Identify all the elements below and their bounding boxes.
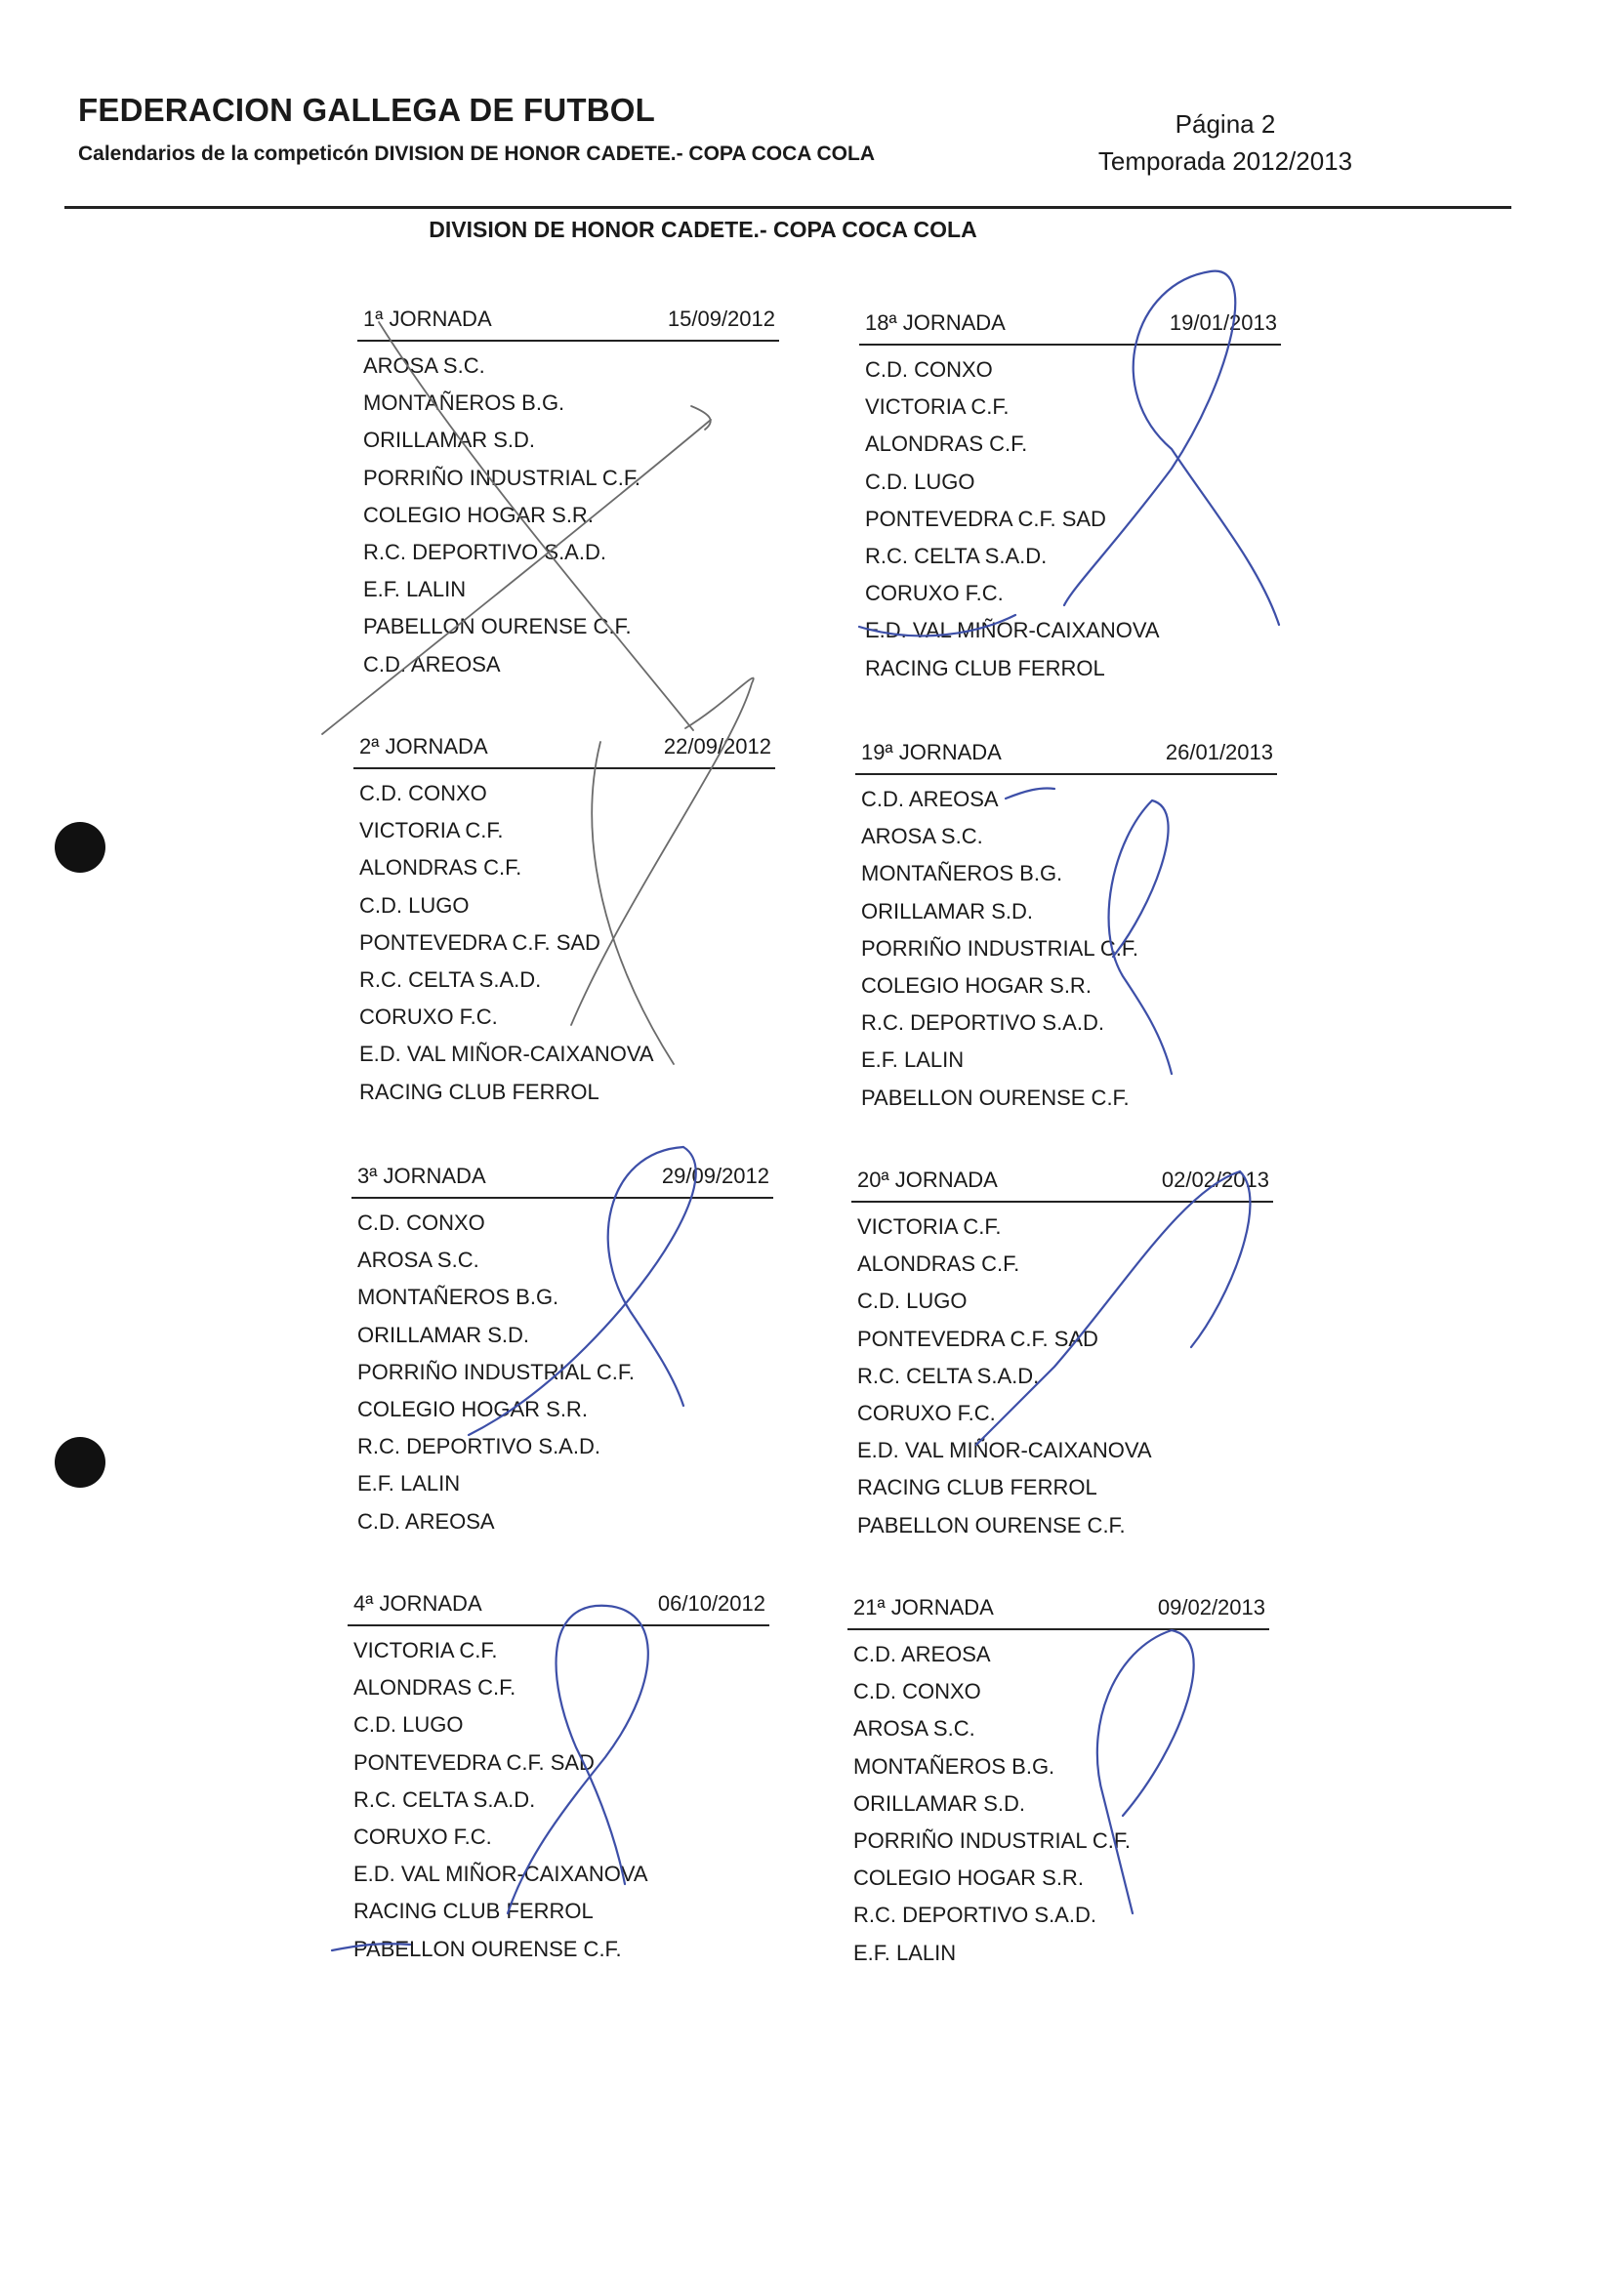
team-entry: E.D. VAL MIÑOR-CAIXANOVA — [857, 1438, 1152, 1463]
round-block — [351, 1158, 773, 1540]
team-entry: COLEGIO HOGAR S.R. — [861, 972, 1092, 998]
team-entry: MONTAÑEROS B.G. — [357, 1285, 559, 1310]
team-entry: PONTEVEDRA C.F. SAD — [865, 506, 1106, 531]
team-entry: CORUXO F.C. — [865, 581, 1004, 606]
team-entry: PONTEVEDRA C.F. SAD — [353, 1749, 595, 1775]
team-entry: PONTEVEDRA C.F. SAD — [857, 1326, 1098, 1351]
team-entry: PONTEVEDRA C.F. SAD — [359, 929, 600, 955]
team-entry: E.F. LALIN — [853, 1940, 957, 1965]
team-entry: COLEGIO HOGAR S.R. — [853, 1866, 1084, 1891]
team-list — [351, 1205, 773, 1540]
team-entry: COLEGIO HOGAR S.R. — [363, 502, 594, 527]
round-name: 4ª JORNADA — [353, 1591, 482, 1616]
team-entry: E.F. LALIN — [357, 1471, 461, 1496]
team-entry: CORUXO F.C. — [359, 1004, 498, 1030]
season-label: Temporada 2012/2013 — [1097, 146, 1353, 176]
round-divider — [351, 1197, 773, 1199]
team-entry: MONTAÑEROS B.G. — [853, 1753, 1055, 1779]
team-entry: R.C. CELTA S.A.D. — [359, 966, 542, 992]
round-divider — [859, 344, 1281, 346]
team-entry: RACING CLUB FERROL — [353, 1899, 594, 1924]
team-entry: RACING CLUB FERROL — [359, 1079, 599, 1104]
round-block — [353, 728, 775, 1111]
round-block — [859, 305, 1281, 687]
team-entry: C.D. AREOSA — [861, 787, 999, 811]
punch-hole-top — [55, 822, 105, 873]
round-name: 19ª JORNADA — [861, 740, 1002, 764]
team-entry: VICTORIA C.F. — [865, 394, 1010, 420]
team-entry: C.D. LUGO — [353, 1712, 464, 1738]
round-name: 2ª JORNADA — [359, 734, 488, 758]
round-divider — [847, 1628, 1269, 1630]
team-entry: ORILLAMAR S.D. — [853, 1790, 1026, 1816]
team-list — [859, 351, 1281, 687]
team-entry: CORUXO F.C. — [353, 1824, 492, 1849]
team-entry: ALONDRAS C.F. — [353, 1675, 516, 1701]
round-divider — [851, 1201, 1273, 1203]
team-entry: C.D. AREOSA — [357, 1508, 495, 1534]
team-entry: C.D. CONXO — [359, 781, 487, 805]
team-entry: R.C. DEPORTIVO S.A.D. — [357, 1434, 600, 1459]
round-date: 19/01/2013 — [1169, 310, 1277, 335]
team-entry: R.C. DEPORTIVO S.A.D. — [363, 539, 606, 564]
round-block — [357, 301, 779, 683]
round-name: 3ª JORNADA — [357, 1164, 486, 1188]
team-entry: ORILLAMAR S.D. — [357, 1322, 530, 1347]
team-entry: VICTORIA C.F. — [857, 1214, 1002, 1239]
team-list — [855, 781, 1277, 1117]
team-entry: VICTORIA C.F. — [359, 818, 504, 843]
team-entry: C.D. LUGO — [865, 469, 975, 494]
team-list — [357, 348, 779, 683]
team-entry: PABELLON OURENSE C.F. — [363, 614, 632, 639]
team-entry: CORUXO F.C. — [857, 1400, 996, 1425]
team-entry: RACING CLUB FERROL — [865, 655, 1105, 680]
team-entry: E.F. LALIN — [363, 577, 467, 602]
round-date: 02/02/2013 — [1161, 1168, 1269, 1192]
team-entry: ORILLAMAR S.D. — [861, 898, 1034, 923]
round-header — [851, 1162, 1273, 1199]
round-header — [353, 728, 775, 765]
round-divider — [353, 767, 775, 769]
team-entry: PABELLON OURENSE C.F. — [353, 1936, 622, 1961]
team-entry: AROSA S.C. — [363, 353, 485, 378]
team-entry: ALONDRAS C.F. — [359, 855, 522, 881]
team-entry: VICTORIA C.F. — [353, 1638, 498, 1662]
round-header — [859, 305, 1281, 342]
team-entry: PORRIÑO INDUSTRIAL C.F. — [357, 1359, 635, 1384]
round-name: 18ª JORNADA — [865, 310, 1006, 335]
team-entry: R.C. CELTA S.A.D. — [353, 1786, 536, 1812]
team-entry: PABELLON OURENSE C.F. — [857, 1512, 1126, 1538]
team-entry: ALONDRAS C.F. — [857, 1251, 1020, 1277]
round-block — [847, 1589, 1269, 1972]
team-entry: MONTAÑEROS B.G. — [363, 390, 565, 416]
federation-title: FEDERACION GALLEGA DE FUTBOL — [78, 92, 656, 128]
round-divider — [855, 773, 1277, 775]
competition-title: DIVISION DE HONOR CADETE.- COPA COCA COLA — [429, 217, 977, 242]
round-header — [855, 734, 1277, 771]
round-header — [348, 1585, 769, 1622]
team-entry: MONTAÑEROS B.G. — [861, 861, 1063, 886]
punch-hole-bottom — [55, 1437, 105, 1488]
team-entry: PABELLON OURENSE C.F. — [861, 1085, 1130, 1110]
team-entry: C.D. AREOSA — [363, 651, 501, 676]
team-entry: AROSA S.C. — [357, 1248, 479, 1273]
round-header — [847, 1589, 1269, 1626]
team-list — [851, 1209, 1273, 1544]
team-entry: C.D. CONXO — [357, 1210, 485, 1235]
team-entry: C.D. LUGO — [359, 892, 470, 918]
round-header — [357, 301, 779, 338]
round-name: 20ª JORNADA — [857, 1168, 998, 1192]
team-entry: ORILLAMAR S.D. — [363, 428, 536, 453]
team-entry: R.C. DEPORTIVO S.A.D. — [861, 1010, 1104, 1036]
team-entry: PORRIÑO INDUSTRIAL C.F. — [861, 935, 1138, 961]
round-header — [351, 1158, 773, 1195]
team-entry: C.D. LUGO — [857, 1289, 968, 1314]
team-entry: ALONDRAS C.F. — [865, 431, 1028, 457]
team-entry: C.D. CONXO — [865, 357, 993, 382]
team-list — [353, 775, 775, 1111]
page-number: Página 2 — [1175, 109, 1276, 139]
team-entry: E.D. VAL MIÑOR-CAIXANOVA — [865, 618, 1160, 643]
header-divider — [64, 206, 1511, 209]
round-date: 06/10/2012 — [657, 1591, 765, 1616]
round-name: 1ª JORNADA — [363, 307, 492, 331]
round-date: 29/09/2012 — [661, 1164, 769, 1188]
team-entry: AROSA S.C. — [861, 824, 983, 849]
round-block — [348, 1585, 769, 1968]
team-entry: PORRIÑO INDUSTRIAL C.F. — [363, 465, 640, 490]
team-entry: RACING CLUB FERROL — [857, 1475, 1097, 1500]
team-entry: C.D. AREOSA — [853, 1642, 991, 1666]
round-name: 21ª JORNADA — [853, 1595, 994, 1620]
calendar-subtitle: Calendarios de la competicón DIVISION DE HONOR CADETE.- COPA COCA COLA — [78, 143, 875, 165]
round-date: 15/09/2012 — [667, 307, 775, 331]
team-entry: R.C. CELTA S.A.D. — [865, 543, 1048, 568]
round-block — [855, 734, 1277, 1117]
round-date: 26/01/2013 — [1165, 740, 1273, 764]
team-list — [348, 1632, 769, 1968]
team-entry: R.C. DEPORTIVO S.A.D. — [853, 1903, 1096, 1928]
round-block — [851, 1162, 1273, 1544]
team-entry: PORRIÑO INDUSTRIAL C.F. — [853, 1827, 1131, 1853]
team-entry: E.D. VAL MIÑOR-CAIXANOVA — [353, 1862, 648, 1887]
team-entry: AROSA S.C. — [853, 1716, 975, 1742]
round-date: 09/02/2013 — [1157, 1595, 1265, 1620]
round-divider — [357, 340, 779, 342]
team-entry: COLEGIO HOGAR S.R. — [357, 1396, 588, 1421]
round-date: 22/09/2012 — [663, 734, 771, 758]
team-list — [847, 1636, 1269, 1972]
team-entry: E.F. LALIN — [861, 1047, 965, 1073]
team-entry: R.C. CELTA S.A.D. — [857, 1363, 1040, 1388]
team-entry: C.D. CONXO — [853, 1679, 981, 1704]
round-divider — [348, 1624, 769, 1626]
team-entry: E.D. VAL MIÑOR-CAIXANOVA — [359, 1042, 654, 1067]
